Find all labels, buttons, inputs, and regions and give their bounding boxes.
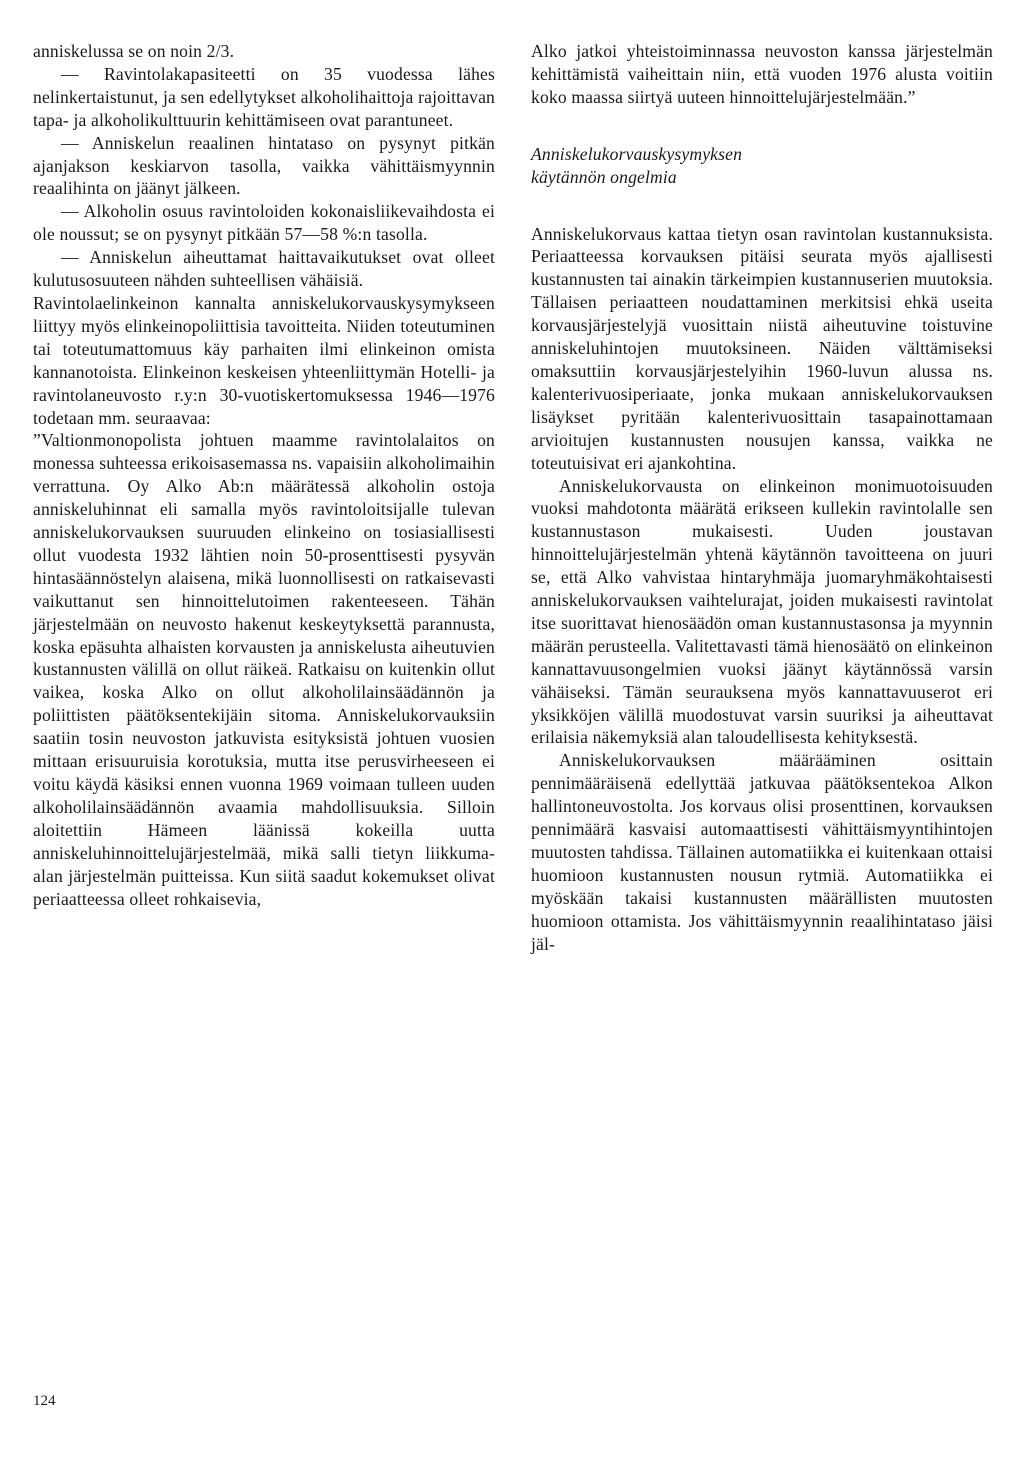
paragraph: Anniskelukorvauksen määrääminen osittain pennimääräisenä edellyttää jatkuvaa päätöksentekoa Alkon hallintoneuvostolta. Jos korvaus olisi prosenttinen, korvauksen pennimäärä kasvaisi automaattisesti vähittäismyyntihintojen muutosten tahdissa. Tällainen automatiikka ei kuitenkaan ottaisi huomioon kustannusten nousun rytmiä. Automatiikka ei myöskään takaisi kustannusten määrällisten muutosten huomioon ottamista. Jos vähittäismyynnin reaalihintataso jäisi jäl- <box>531 750 993 954</box>
paragraph: Ravintolaelinkeinon kannalta anniskelukorvauskysymykseen liittyy myös elinkeinopoliittisia tavoitteita. Niiden toteutuminen tai toteutumattomuus käy parhaiten ilmi elinkeinon omista kannanotoista. Elinkeinon keskeisen yhteenliittymän Hotelli- ja ravintolaneuvosto r.y:n 30-vuotiskertomuksessa 1946—1976 todetaan mm. seuraavaa: <box>33 292 495 428</box>
left-column <box>33 40 495 910</box>
right-column <box>531 40 993 956</box>
paragraph: anniskelussa se on noin 2/3. <box>33 41 235 61</box>
paragraph: Anniskelukorvaus kattaa tietyn osan ravintolan kustannuksista. Periaatteessa korvauksen pitäisi seurata myös ajallisesti kustannusten tai ainakin tärkeimpien kustannuserien muutoksia. Tällaisen periaatteen noudattaminen merkitsisi ehkä useita korvausjärjestelyjä vuosittain niistä aiheutuvine toistuvine anniskeluhintojen muutoksineen. Näiden välttämiseksi omaksuttiin korvausjärjestelyihin 1960-luvun alussa ns. kalenterivuosiperiaate, jonka mukaan anniskelukorvauksen lisäykset pyritään kalenterivuosittain tasapainottamaan arvioitujen kustannusten nousujen kanssa, vaikka ne toteutuisivat eri ajankohtina. <box>531 223 993 473</box>
section-heading: Anniskelukorvauskysymyksen käytännön ongelmia <box>531 143 743 187</box>
paragraph: — Alkoholin osuus ravintoloiden kokonaisliikevaihdosta ei ole noussut; se on pysynyt pitkään 57—58 %:n tasolla. <box>33 201 495 245</box>
paragraph: — Ravintolakapasiteetti on 35 vuodessa lähes nelinkertaistunut, ja sen edellytykset alkoholihaittoja rajoittavan tapa- ja alkoholikulttuurin kehittämiseen ovat parantuneet. <box>33 63 495 130</box>
paragraph: Alko jatkoi yhteistoiminnassa neuvoston kanssa järjestelmän kehittämistä vaiheittain niin, että vuoden 1976 alusta voitiin koko maassa siirtyä uuteen hinnoittelujärjestelmään.” <box>531 41 993 107</box>
page-number: 124 <box>33 1393 56 1409</box>
quote-paragraph: ”Valtionmonopolista johtuen maamme ravintolalaitos on monessa suhteessa erikoisasemassa ns. vapaisiin alkoholimaihin verrattuna. Oy Alko Ab:n määrätessä alkoholin ostoja anniskeluhinnat eli samalla myös ravintoloitsijalle tulevan anniskelukorvauksen suuruuden elinkeino on tosiasiallisesti ollut vuodesta 1932 lähtien noin 50-prosenttisesti pysyvän hintasäännöstelyn alaisena, mikä luonnollisesti on ratkaisevasti vaikuttanut sen hinnoittelutoimen rakenteeseen. Tähän järjestelmään on neuvosto hakenut keskeytyksettä parannusta, koska epäsuhta alhaisten korvausten ja anniskelusta aiheutuvien kustannusten välillä on ollut räikeä. Ratkaisu on kuitenkin ollut vaikea, koska Alko on ollut alkoholilainsäädännön ja poliittisten päätöksentekijäin sitoma. Anniskelukorvauksiin saatiin tosin neuvoston jatkuvista esityksistä johtuen vuosien mittaan erisuuruisia korotuksia, mutta itse perusvirheeseen ei voitu käydä käsiksi ennen vuonna 1969 voimaan tulleen uuden alkoholilainsäädännön avaamia mahdollisuuksia. Silloin aloitettiin Hämeen läänissä kokeilla uutta anniskeluhinnoittelujärjestelmää, mikä salli tietyn liikkuma-alan järjestelmän puitteissa. Kun siitä saadut kokemukset olivat periaatteessa olleet rohkaisevia, <box>33 430 495 909</box>
paragraph: — Anniskelun reaalinen hintataso on pysynyt pitkän ajanjakson keskiarvon tasolla, vaikka vähittäismyynnin reaalihinta on jäänyt jälkeen. <box>33 132 495 199</box>
paragraph: — Anniskelun aiheuttamat haittavaikutukset ovat olleet kulutusosuuteen nähden suhteellisen vähäisiä. <box>33 247 495 291</box>
paragraph: Anniskelukorvausta on elinkeinon monimuotoisuuden vuoksi mahdotonta määrätä erikseen kullekin ravintolalle sen kustannustason mukaisesti. Uuden joustavan hinnoittelujärjestelmän yhtenä käytännön tavoitteena on juuri se, että Alko vahvistaa hintaryhmäja juomaryhmäkohtaisesti anniskelukorvauksen vaihtelurajat, joiden mukaisesti ravintolat itse suorittavat hienosäädön oman kustannustasonsa ja myynnin määrän perusteella. Valitettavasti tämä hienosäätö on elinkeinon kannattavuusongelmien vuoksi jäänyt käytännössä varsin vähäiseksi. Tämän seurauksena myös kannattavuuserot eri yksikköjen välillä muodostuvat varsin suuriksi ja aiheuttavat erilaisia näkemyksiä alan taloudellisesta kehityksestä. <box>531 475 993 748</box>
